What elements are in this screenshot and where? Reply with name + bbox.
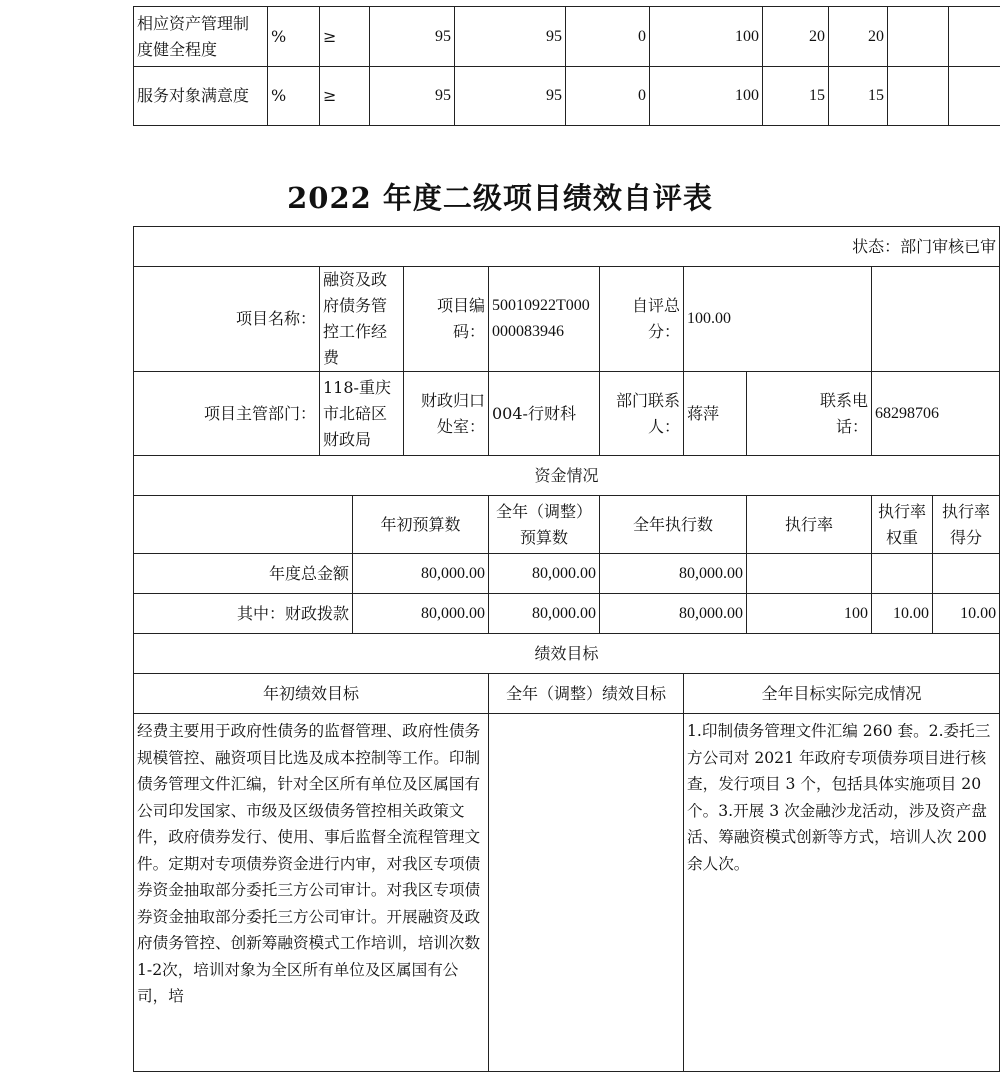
funds-executed: 80,000.00 [600,594,747,634]
indicator-value: 100 [650,7,763,67]
funds-row [134,594,1000,634]
header-budget: 年初预算数 [353,496,489,554]
funds-budget: 80,000.00 [353,594,489,634]
empty-cell [872,267,1000,372]
indicator-value: 20 [829,7,888,67]
empty-cell [134,496,353,554]
header-rate: 执行率 [747,496,872,554]
table-row [134,7,1000,67]
header-adjusted-goal: 全年（调整）绩效目标 [489,674,684,714]
actual-completion-text: 1.印制债务管理文件汇编 260 套。2.委托三方公司对 2021 年政府专项债券项目进行核查，发行项目 3 个，包括具体实施项目 20 个。3.开展 3 次金融沙龙活动，涉及资产盘活、筹融资模式创新等方式，培训人次 200 余人次。 [684,714,1000,1072]
funds-section-title: 资金情况 [134,456,1000,496]
funds-budget: 80,000.00 [353,554,489,594]
funds-score [933,554,1000,594]
table-row [134,67,1000,126]
project-code: 50010922T000000083946 [489,267,600,372]
funds-row [134,554,1000,594]
indicator-unit: % [268,7,320,67]
indicator-operator: ≥ [320,7,370,67]
funds-adjusted: 80,000.00 [489,594,600,634]
funds-rate: 100 [747,594,872,634]
header-actual-completion: 全年目标实际完成情况 [684,674,1000,714]
funds-row-label: 年度总金额 [134,554,353,594]
dept-label: 项目主管部门： [134,372,320,456]
header-executed: 全年执行数 [600,496,747,554]
adjusted-goal-text [489,714,684,1072]
funds-row-label: 其中：财政拨款 [134,594,353,634]
indicator-unit: % [268,67,320,126]
project-code-label: 项目编码： [404,267,489,372]
header-adjusted: 全年（调整）预算数 [489,496,600,554]
header-score: 执行率得分 [933,496,1000,554]
status-text: 状态：部门审核已审 [134,227,1000,267]
page-title: 2022 年度二级项目绩效自评表 [0,176,1000,217]
phone-label: 联系电话： [747,372,872,456]
empty-cell [949,7,1000,67]
indicator-operator: ≥ [320,67,370,126]
indicator-value: 0 [566,67,650,126]
indicator-value: 15 [829,67,888,126]
score-label: 自评总分： [600,267,684,372]
indicator-name: 相应资产管理制度健全程度 [134,7,268,67]
indicator-table-continued [133,6,1000,126]
funds-weight: 10.00 [872,594,933,634]
score-value: 100.00 [684,267,872,372]
project-name: 融资及政府债务管控工作经费 [320,267,404,372]
indicator-value: 95 [370,7,455,67]
funds-header-row [134,496,1000,554]
office-label: 财政归口处室： [404,372,489,456]
funds-score: 10.00 [933,594,1000,634]
goals-content-row [134,714,1000,1072]
initial-goal-text: 经费主要用于政府性债务的监督管理、政府性债务规模管控、融资项目比选及成本控制等工作。印制债务管理文件汇编，针对全区所有单位及区属国有公司印发国家、市级及区级债务管控相关政策文件，政府债券发行、使用、事后监督全流程管理文件。定期对专项债券资金进行内审，对我区专项债券资金抽取部分委托三方公司审计。对我区专项债券资金抽取部分委托三方公司审计。开展融资及政府债务管控、创新筹融资模式工作培训，培训次数1-2次，培训对象为全区所有单位及区属国有公司，培 [134,714,489,1072]
indicator-value: 15 [763,67,829,126]
empty-cell [888,67,949,126]
funds-weight [872,554,933,594]
status-row [134,227,1000,267]
office-value: 004-行财科 [489,372,600,456]
indicator-value: 20 [763,7,829,67]
indicator-value: 100 [650,67,763,126]
funds-executed: 80,000.00 [600,554,747,594]
department-row [134,372,1000,456]
phone-value: 68298706 [872,372,1000,456]
dept-value: 118-重庆市北碚区财政局 [320,372,404,456]
contact-label: 部门联系人： [600,372,684,456]
header-weight: 执行率权重 [872,496,933,554]
project-name-label: 项目名称： [134,267,320,372]
indicator-value: 95 [455,7,566,67]
empty-cell [888,7,949,67]
goals-section-row [134,634,1000,674]
indicator-value: 95 [455,67,566,126]
funds-section-row [134,456,1000,496]
indicator-value: 0 [566,7,650,67]
header-initial-goal: 年初绩效目标 [134,674,489,714]
funds-rate [747,554,872,594]
goals-header-row [134,674,1000,714]
funds-adjusted: 80,000.00 [489,554,600,594]
contact-value: 蒋萍 [684,372,747,456]
indicator-name: 服务对象满意度 [134,67,268,126]
evaluation-table [133,226,1000,1072]
indicator-value: 95 [370,67,455,126]
empty-cell [949,67,1000,126]
goals-section-title: 绩效目标 [134,634,1000,674]
project-name-row [134,267,1000,372]
